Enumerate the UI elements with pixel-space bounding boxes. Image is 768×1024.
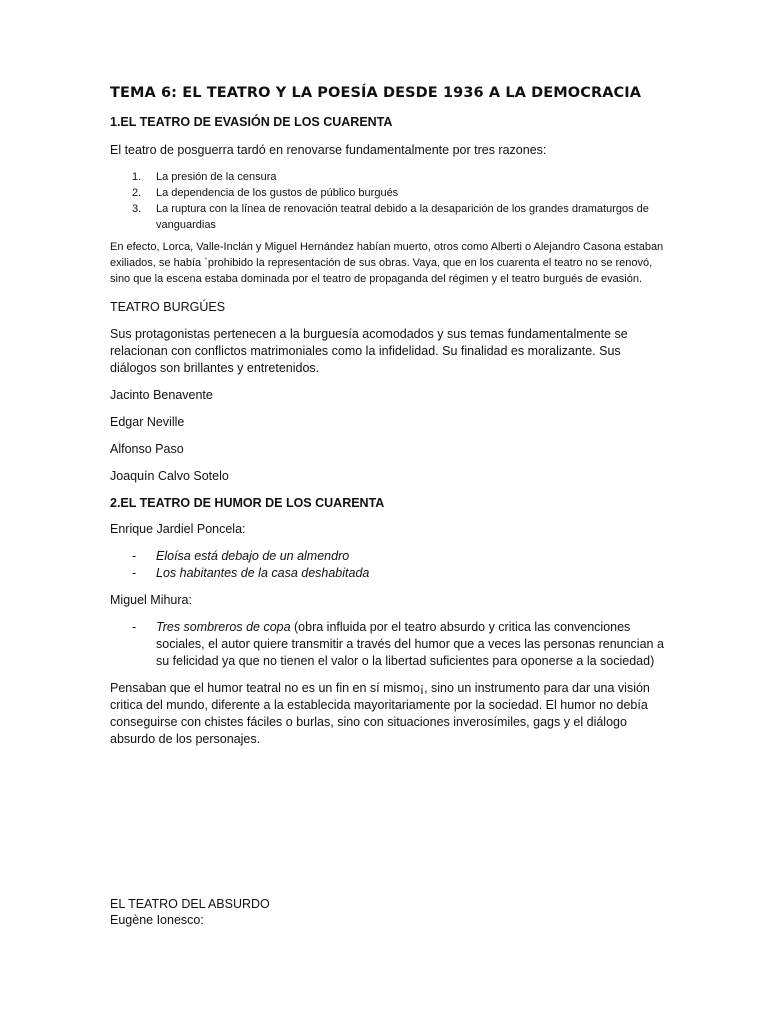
work-title: Los habitantes de la casa deshabitada (156, 566, 370, 580)
dash-marker: - (132, 566, 137, 580)
list-number: 2. (132, 187, 142, 199)
list-item (110, 619, 670, 670)
list-number: 3. (132, 203, 142, 215)
document-title: TEMA 6: EL TEATRO Y LA POESÍA DESDE 1936 A LA DEMOCRACIA (110, 85, 642, 101)
absurdo-section (110, 896, 670, 928)
list-item (110, 201, 670, 233)
absurdo-author: Eugène Ionesco: (110, 913, 204, 927)
mihura-works (110, 619, 670, 670)
list-item (110, 565, 670, 582)
burgues-heading: TEATRO BURGÚES (110, 300, 226, 314)
burgues-paragraph: Sus protagonistas pertenecen a la burguesía acomodados y sus temas fundamentalmente se relacionan con conflictos matrimoniales como la infidelidad. Su finalidad es moralizante. Sus diálogos son brillantes y entretenidos. (110, 327, 628, 375)
dash-marker: - (132, 620, 137, 634)
work-title: Eloísa está debajo de un almendro (156, 549, 350, 563)
list-item (110, 185, 670, 201)
mihura-name: Miguel Mihura: (110, 593, 192, 607)
jardiel-name: Enrique Jardiel Poncela: (110, 522, 246, 536)
list-text: La presión de la censura (156, 171, 277, 183)
section2-paragraph: Pensaban que el humor teatral no es un fin en sí mismo¡, sino un instrumento para dar una visión critica del mundo, diferente a la establecida mayoritariamente por la sociedad. El humor no debía conseguirse con chistes fáciles o burlas, sino con situaciones inverosímiles, gags y el diálogo absurdo de los personajes. (110, 681, 650, 746)
section1-intro: El teatro de posguerra tardó en renovarse fundamentalmente por tres razones: (110, 143, 547, 157)
author-name: Jacinto Benavente (110, 388, 213, 402)
author-name: Alfonso Paso (110, 442, 184, 456)
absurdo-heading: EL TEATRO DEL ABSURDO (110, 897, 270, 911)
reasons-list (110, 169, 670, 233)
list-item (110, 169, 670, 185)
document-page (110, 84, 670, 758)
author-name: Joaquín Calvo Sotelo (110, 469, 229, 483)
work-description: (obra influida por el teatro absurdo y critica las convenciones sociales, el autor quiere transmitir a través del humor que a veces las personas renuncian a su felicidad ya que no tienen el valor o la libertad suficientes para oponerse a la sociedad) (156, 620, 664, 668)
jardiel-works (110, 548, 670, 582)
section2-heading: 2.EL TEATRO DE HUMOR DE LOS CUARENTA (110, 496, 385, 510)
list-number: 1. (132, 171, 142, 183)
section1-heading: 1.EL TEATRO DE EVASIÓN DE LOS CUARENTA (110, 115, 393, 129)
section1-paragraph: En efecto, Lorca, Valle-Inclán y Miguel Hernández habían muerto, otros como Alberti o Alejandro Casona estaban exiliados, se había `prohibido la representación de sus obras. Vaya, que en los cuarenta el teatro no se renovó, sino que la escena estaba dominada por el teatro de propaganda del régimen y el teatro burgués de evasión. (110, 241, 664, 285)
list-text: La dependencia de los gustos de público burgués (156, 187, 399, 199)
work-title: Tres sombreros de copa (156, 620, 291, 634)
dash-marker: - (132, 549, 137, 563)
list-text: La ruptura con la línea de renovación teatral debido a la desaparición de los grandes dramaturgos de vanguardias (156, 203, 649, 231)
author-name: Edgar Neville (110, 415, 185, 429)
list-item (110, 548, 670, 565)
